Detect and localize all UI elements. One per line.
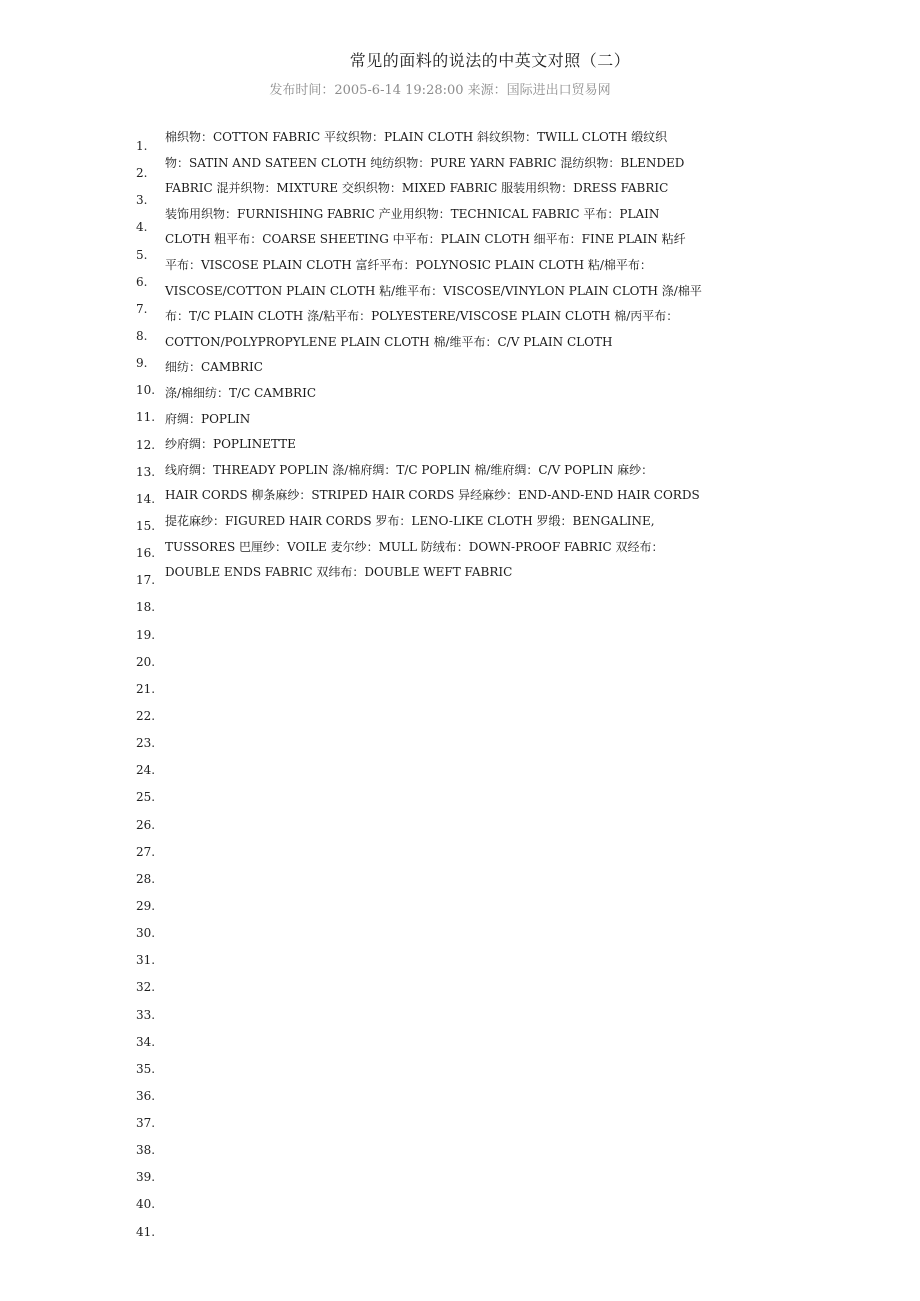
line-number: 32.: [136, 980, 156, 995]
article-text-line: 棉织物：COTTON FABRIC 平纹织物：PLAIN CLOTH 斜纹织物：TWILL CLOTH 缎纹织: [165, 130, 668, 144]
article-text-line: 府绸：POPLIN: [165, 411, 251, 426]
article-body: [165, 127, 705, 588]
line-number: 31.: [136, 953, 156, 968]
line-number: 40.: [136, 1197, 156, 1212]
line-number: 7.: [136, 301, 148, 316]
line-number: 17.: [136, 573, 156, 588]
page-title: 常见的面料的说法的中英文对照（二）: [349, 51, 631, 70]
line-number: 18.: [136, 600, 156, 615]
article-text-line: 细纺：CAMBRIC: [165, 360, 263, 375]
article-text-line: 物：SATIN AND SATEEN CLOTH 纯纺织物：PURE YARN FABRIC 混纺织物：BLENDED: [165, 155, 685, 170]
article-text-line: HAIR CORDS 柳条麻纱：STRIPED HAIR CORDS 异经麻纱：END-AND-END HAIR CORDS: [165, 488, 700, 503]
line-number: 23.: [136, 736, 156, 751]
line-number: 12.: [136, 437, 156, 452]
line-number: 35.: [136, 1061, 156, 1076]
line-number: 4.: [136, 220, 148, 235]
line-number: 3.: [136, 193, 148, 208]
line-number: 25.: [136, 790, 156, 805]
article-text-line: TUSSORES 巴厘纱：VOILE 麦尔纱：MULL 防绒布：DOWN-PROOF FABRIC 双经布：: [165, 539, 664, 554]
line-number: 30.: [136, 926, 156, 941]
line-number: 26.: [136, 817, 156, 832]
line-number: 10.: [136, 383, 156, 398]
line-number: 20.: [136, 654, 156, 669]
line-number: 36.: [136, 1088, 156, 1103]
line-number: 6.: [136, 274, 148, 289]
line-number: 1.: [136, 139, 148, 153]
article-text-line: COTTON/POLYPROPYLENE PLAIN CLOTH 棉/维平布：C/V PLAIN CLOTH: [165, 334, 613, 349]
line-number: 33.: [136, 1007, 156, 1022]
line-number: 14.: [136, 491, 156, 506]
line-number: 29.: [136, 898, 156, 913]
article-text-line: CLOTH 粗平布：COARSE SHEETING 中平布：PLAIN CLOTH 细平布：FINE PLAIN 粘纤: [165, 232, 686, 247]
article-text-line: 平布：VISCOSE PLAIN CLOTH 富纤平布：POLYNOSIC PLAIN CLOTH 粘/棉平布：: [165, 257, 652, 272]
article-text-line: DOUBLE ENDS FABRIC 双纬布：DOUBLE WEFT FABRIC: [165, 565, 513, 580]
article-text-line: 纱府绸：POPLINETTE: [165, 437, 296, 452]
article-text-line: 提花麻纱：FIGURED HAIR CORDS 罗布：LENO-LIKE CLOTH 罗缎：BENGALINE,: [165, 513, 655, 528]
line-number: 15.: [136, 518, 156, 533]
line-number: 37.: [136, 1116, 156, 1131]
line-number: 34.: [136, 1034, 156, 1049]
line-number: 39.: [136, 1170, 156, 1185]
line-number: 5.: [136, 247, 148, 262]
line-number: 16.: [136, 546, 156, 561]
line-number-column: [136, 136, 164, 1249]
article-text-line: 布：T/C PLAIN CLOTH 涤/粘平布：POLYESTERE/VISCOSE PLAIN CLOTH 棉/丙平布：: [165, 309, 679, 324]
article-text-line: 涤/棉细纺：T/C CAMBRIC: [165, 385, 316, 400]
line-number: 9.: [136, 356, 148, 371]
line-number: 2.: [136, 166, 148, 181]
line-number: 24.: [136, 763, 156, 778]
line-number: 22.: [136, 708, 156, 723]
article-text-line: FABRIC 混并织物：MIXTURE 交织织物：MIXED FABRIC 服装用织物：DRESS FABRIC: [165, 181, 669, 196]
line-number: 11.: [136, 410, 156, 425]
article-text-line: 线府绸：THREADY POPLIN 涤/棉府绸：T/C POPLIN 棉/维府绸：C/V POPLIN 麻纱：: [165, 462, 654, 477]
line-number: 38.: [136, 1143, 156, 1158]
article-text-line: VISCOSE/COTTON PLAIN CLOTH 粘/维平布：VISCOSE/VINYLON PLAIN CLOTH 涤/棉平: [165, 283, 702, 298]
article-text-line: 装饰用织物：FURNISHING FABRIC 产业用织物：TECHNICAL FABRIC 平布：PLAIN: [165, 206, 660, 221]
line-number: 21.: [136, 681, 156, 696]
line-number: 8.: [136, 328, 148, 343]
line-number: 41.: [136, 1224, 156, 1239]
publish-meta: 发布时间：2005-6-14 19:28:00 来源：国际进出口贸易网: [269, 83, 611, 98]
line-number: 13.: [136, 464, 156, 479]
line-number: 19.: [136, 627, 156, 642]
line-number: 28.: [136, 871, 156, 886]
line-number: 27.: [136, 844, 156, 859]
